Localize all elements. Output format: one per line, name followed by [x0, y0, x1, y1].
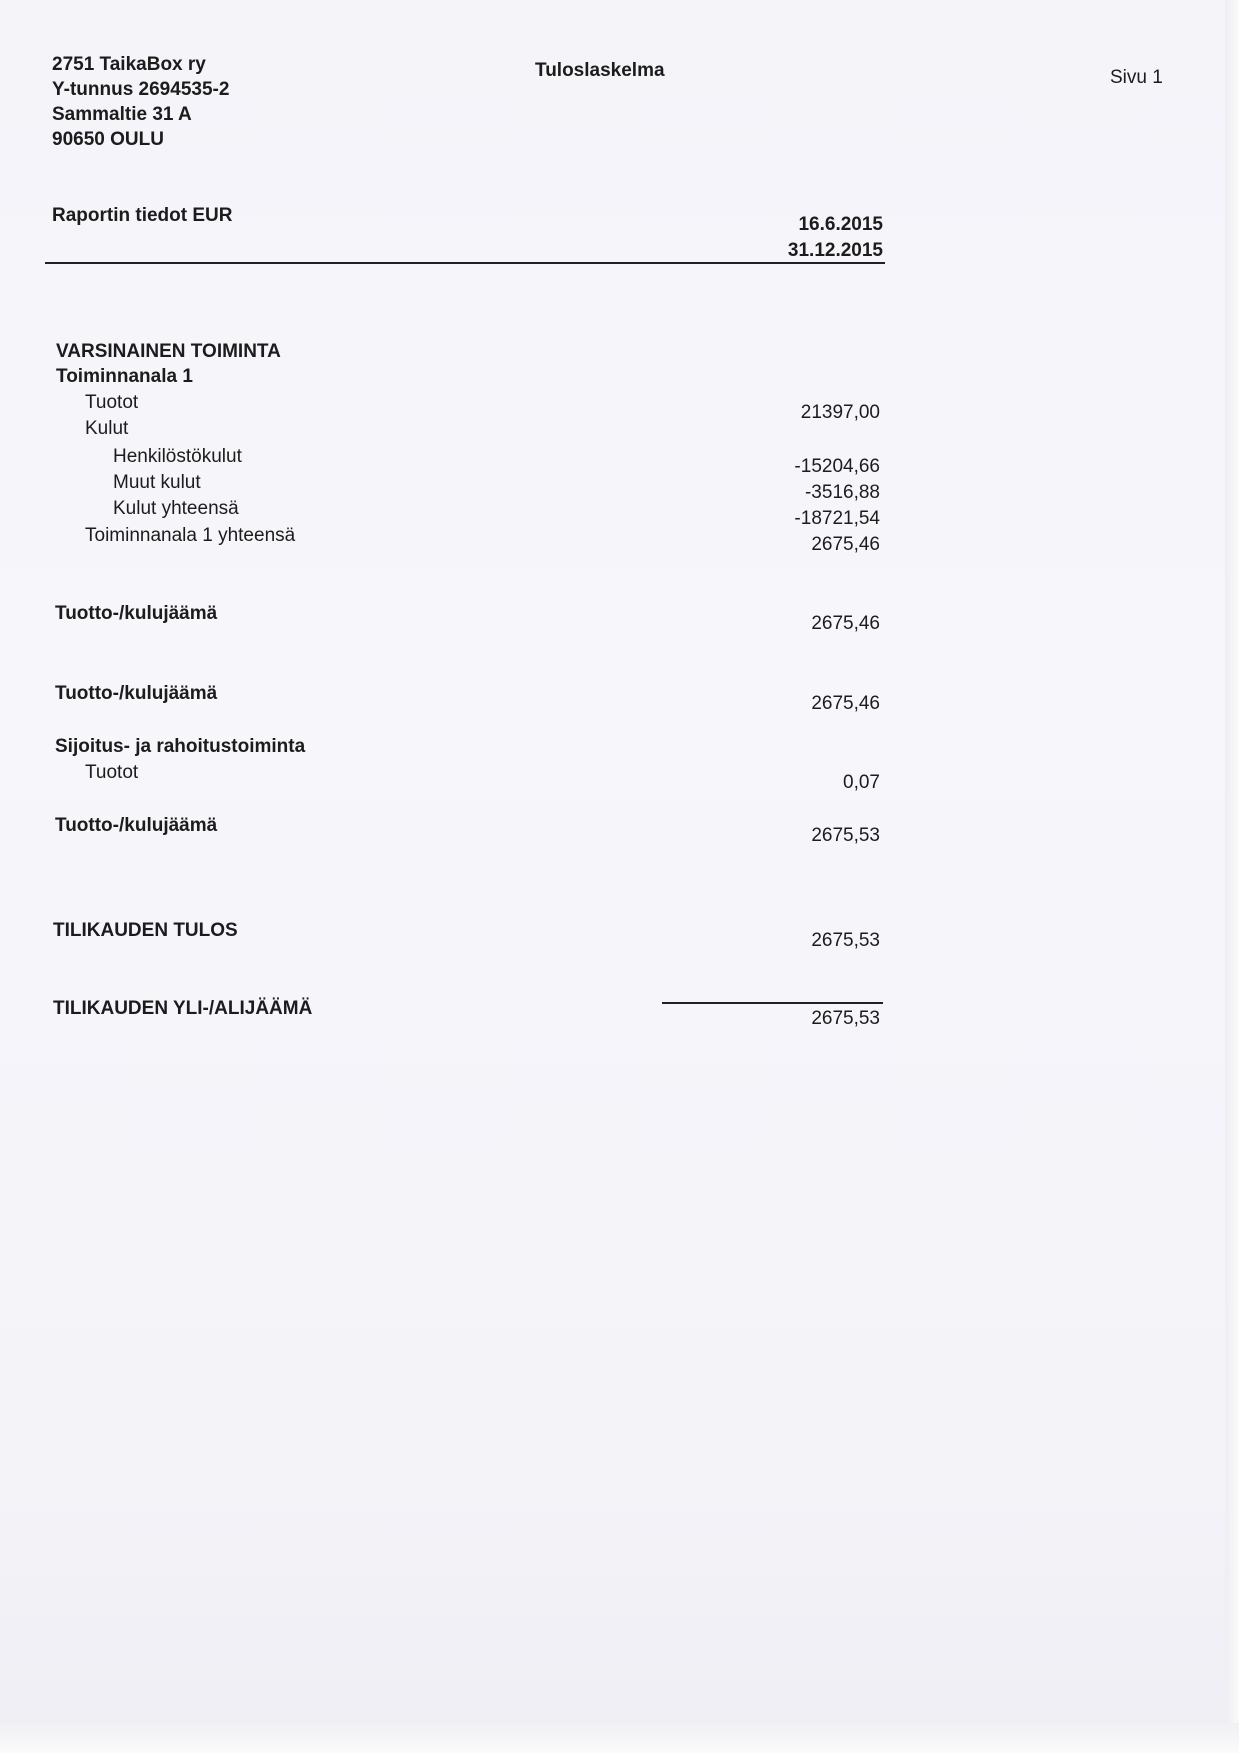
report-info-label: Raportin tiedot EUR [52, 205, 233, 226]
row-henkilostokulut-label: Henkilöstökulut [113, 446, 242, 467]
row-tilikauden-tulos-value: 2675,53 [811, 930, 880, 951]
row-kulut-yhteensa-value: -18721,54 [794, 508, 880, 529]
section-sijoitus-rahoitustoiminta: Sijoitus- ja rahoitustoiminta [55, 736, 306, 757]
row-sijoitus-tuotot-value: 0,07 [843, 772, 880, 793]
org-name: 2751 TaikaBox ry [52, 54, 206, 75]
document-title: Tuloslaskelma [535, 60, 665, 81]
row-tilikauden-ylijaama-label: TILIKAUDEN YLI-/ALIJÄÄMÄ [53, 998, 313, 1019]
row-tuotto-kulujaama-2-value: 2675,46 [811, 693, 880, 714]
row-toiminnanala-yhteensa-label: Toiminnanala 1 yhteensä [85, 525, 296, 546]
business-id: Y-tunnus 2694535-2 [52, 79, 230, 100]
page-number: Sivu 1 [1110, 67, 1163, 88]
row-tuotto-kulujaama-3-value: 2675,53 [811, 825, 880, 846]
total-underline [662, 1002, 883, 1004]
row-tuotto-kulujaama-1-label: Tuotto-/kulujäämä [55, 603, 218, 624]
subsection-toiminnanala: Toiminnanala 1 [56, 366, 193, 387]
row-henkilostokulut-value: -15204,66 [794, 456, 880, 477]
row-kulut-yhteensa-label: Kulut yhteensä [113, 498, 239, 519]
row-tuotot-value: 21397,00 [800, 402, 880, 423]
row-tuotot-label: Tuotot [85, 392, 139, 413]
row-tuotto-kulujaama-3-label: Tuotto-/kulujäämä [55, 815, 218, 836]
row-tuotto-kulujaama-2-label: Tuotto-/kulujäämä [55, 683, 218, 704]
row-muut-kulut-label: Muut kulut [113, 472, 201, 493]
postal-address: 90650 OULU [52, 129, 164, 150]
row-kulut-label: Kulut [85, 418, 129, 439]
period-start: 16.6.2015 [798, 214, 883, 235]
row-sijoitus-tuotot-label: Tuotot [85, 762, 139, 783]
row-tilikauden-ylijaama-value: 2675,53 [811, 1008, 880, 1029]
header-divider [45, 262, 885, 264]
period-end: 31.12.2015 [787, 240, 883, 261]
row-tuotto-kulujaama-1-value: 2675,46 [811, 613, 880, 634]
row-muut-kulut-value: -3516,88 [804, 482, 880, 503]
row-tilikauden-tulos-label: TILIKAUDEN TULOS [53, 920, 238, 941]
section-varsinainen-toiminta: VARSINAINEN TOIMINTA [56, 341, 281, 362]
row-toiminnanala-yhteensa-value: 2675,46 [811, 534, 880, 555]
street-address: Sammaltie 31 A [52, 104, 192, 125]
organization-address-block [52, 52, 229, 152]
